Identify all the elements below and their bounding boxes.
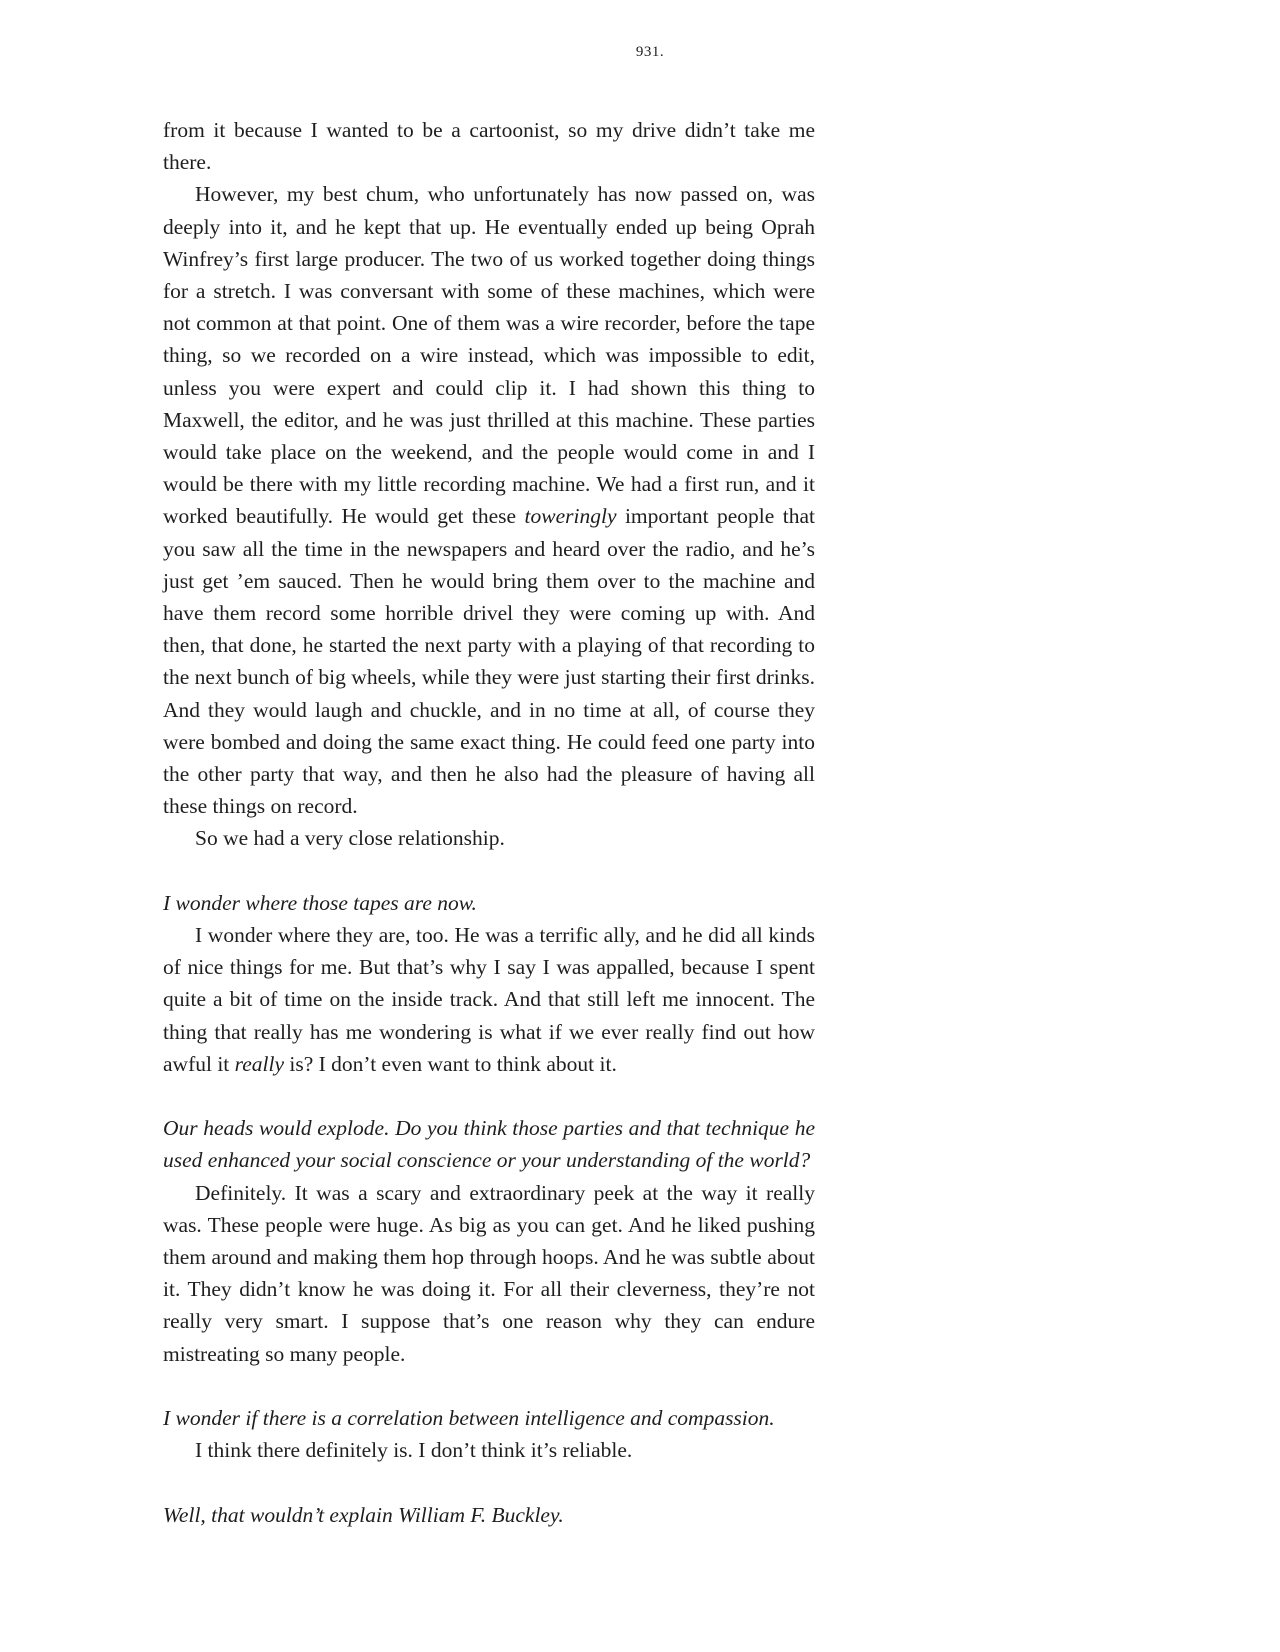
paragraph-text: is? I don’t even want to think about it.	[284, 1051, 617, 1076]
interview-question: I wonder if there is a correlation between intelligence and compassion.	[163, 1406, 775, 1431]
interview-answer: I think there definitely is. I don’t think it’s reliable.	[195, 1438, 633, 1463]
paragraph-relationship: So we had a very close relationship.	[195, 826, 505, 851]
paragraph-text: I wonder where they are, too. He was a terrific ally, and he did all kinds of nice things for me. But that’s why I say I was appalled, because I spent quite a bit of time on the inside track. And that still left me innocent. The thing that really has me wondering is what if we ever really find out how awful it	[163, 923, 815, 1076]
paragraph-text: important people that you saw all the time in the newspapers and heard over the radio, and he’s just get ’em sauced. Then he would bring them over to the machine and have them record some horrible drivel they were coming up with. And then, that done, he started the next party with a playing of that recording to the next bunch of big wheels, while they were just starting their first drinks. And they would laugh and chuckle, and in no time at all, of course they were bombed and doing the same exact thing. He could feed one party into the other party that way, and then he also had the pleasure of having all these things on record.	[163, 504, 815, 819]
interview-answer	[163, 919, 815, 1080]
emphasis-text: toweringly	[524, 504, 617, 529]
interview-question: I wonder where those tapes are now.	[163, 890, 477, 915]
body-text	[163, 114, 815, 1531]
interview-question: Our heads would explode. Do you think those parties and that technique he used enhanced your social conscience or your understanding of the world?	[163, 1116, 815, 1173]
paragraph-wire-recorder	[163, 178, 815, 822]
interview-question: Well, that wouldn’t explain William F. Buckley.	[163, 1502, 564, 1527]
paragraph-text: However, my best chum, who unfortunately has now passed on, was deeply into it, and he kept that up. He eventually ended up being Oprah Winfrey’s first large producer. The two of us worked together doing things for a stretch. I was conversant with some of these machines, which were not common at that point. One of them was a wire recorder, before the tape thing, so we recorded on a wire instead, which was impossible to edit, unless you were expert and could clip it. I had shown this thing to Maxwell, the editor, and he was just thrilled at this machine. These parties would take place on the weekend, and the people would come in and I would be there with my little recording machine. We had a first run, and it worked beautifully. He would get these	[163, 182, 815, 529]
interview-answer: Definitely. It was a scary and extraordinary peek at the way it really was. These people were huge. As big as you can get. And he liked pushing them around and making them hop through hoops. And he was subtle about it. They didn’t know he was doing it. For all their cleverness, they’re not really very smart. I suppose that’s one reason why they can endure mistreating so many people.	[163, 1180, 815, 1366]
emphasis-text: really	[234, 1051, 285, 1076]
paragraph-continuation: from it because I wanted to be a cartoonist, so my drive didn’t take me there.	[163, 118, 815, 175]
page-number: 931.	[635, 44, 665, 60]
